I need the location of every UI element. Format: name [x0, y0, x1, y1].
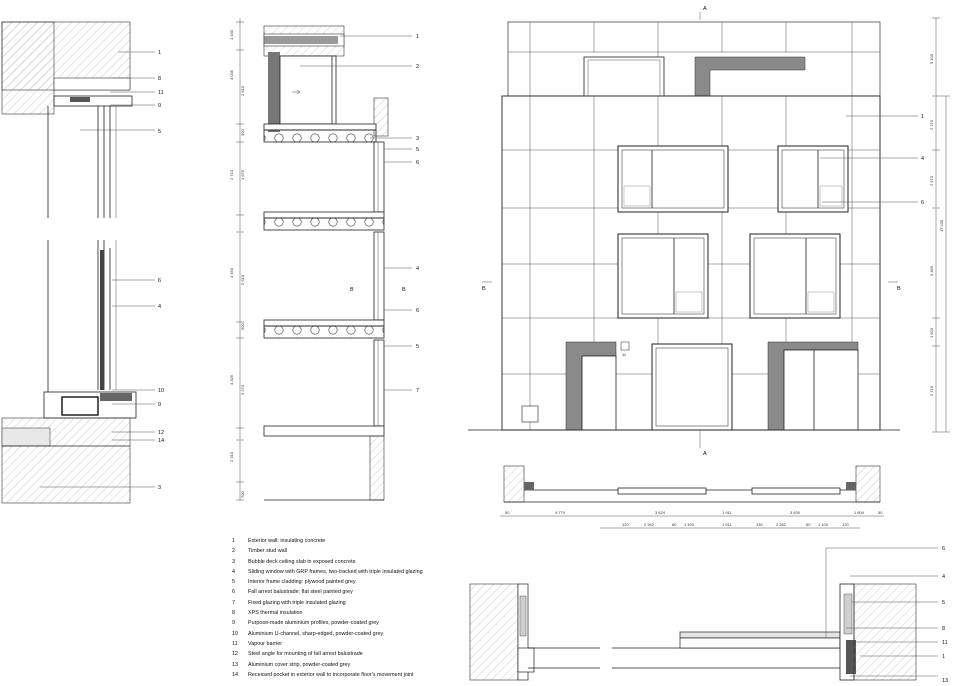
detail-left-label: 5 [158, 129, 162, 135]
section-mark-top: A [703, 6, 707, 12]
plan-dim-bottom: 1 911 [722, 522, 732, 527]
section-label: 4 [416, 266, 420, 272]
section-mark: B [350, 287, 354, 293]
legend-item [232, 670, 472, 680]
detail-left-label: 1 [158, 50, 162, 56]
plan-dim-bottom: 80 [672, 522, 677, 527]
plan-dim-bottom: 2 262 [644, 522, 655, 527]
plan-dim-bottom: 2 262 [776, 522, 787, 527]
legend-item [232, 639, 472, 649]
legend-item [232, 618, 472, 628]
legend-number: 7 [232, 599, 235, 606]
section-dim: 2 710 [229, 169, 234, 180]
detail-left-label: 3 [158, 485, 162, 491]
section-dim: 2 310 [229, 451, 234, 462]
elevation-dim: 17 230 [939, 219, 944, 232]
legend-number: 9 [232, 620, 235, 627]
plan-dim-bottom: 80 [806, 522, 811, 527]
legend-text: XPS thermal insulation [248, 610, 303, 617]
legend-text: Recessed pocket in exterior wall to incorporate floor's movement joint [248, 671, 414, 678]
legend-text: Bubble deck ceiling slab in exposed concrete [248, 558, 356, 565]
legend-text: Fall arrest balustrade: flat steel painted grey [248, 589, 353, 596]
section-dim: 4 035 [229, 69, 234, 80]
legend-number: 13 [232, 661, 238, 668]
section-dim: 1 340 [229, 29, 234, 40]
section-mark-left: B [482, 286, 486, 292]
legend-item [232, 567, 472, 577]
detail-left [2, 22, 164, 503]
legend-number: 11 [232, 640, 238, 647]
plan-detail-label: 1 [942, 654, 946, 660]
section-label: 5 [416, 147, 420, 153]
section-middle [229, 18, 419, 500]
section-dim: 3 270 [240, 384, 245, 395]
section-dim: 300 [240, 129, 245, 136]
elevation [468, 6, 950, 457]
plan-dim-bottom: 130 [756, 522, 763, 527]
plan-dim-top: 3 630 [790, 510, 801, 515]
detail-left-label: 9 [158, 103, 162, 109]
legend-text: Steel angle for mounting of fall arrest balustrade [248, 651, 363, 658]
plan-dim-bottom: 1 100 [818, 522, 829, 527]
legend-text: Sliding window with GRP frames, two-tracked with triple insulated glazing [248, 568, 423, 575]
legend-item [232, 587, 472, 597]
legend-number: 3 [232, 558, 235, 565]
elevation-tag: 11 [622, 352, 627, 357]
detail-left-label: 10 [158, 388, 165, 394]
legend-text: Timber stud wall [248, 548, 288, 555]
legend-item [232, 608, 472, 618]
elevation-dim: 2 270 [929, 119, 934, 130]
elevation-label: 1 [921, 114, 925, 120]
legend-item [232, 577, 472, 587]
elevation-dim: 5 100 [929, 53, 934, 64]
legend-text: Vapour barrier [248, 640, 283, 647]
detail-left-label: 6 [158, 278, 162, 284]
section-dim: 4 325 [229, 374, 234, 385]
legend-number: 8 [232, 610, 235, 617]
plan-dim-top: 50 [878, 510, 883, 515]
section-label: 1 [416, 34, 420, 40]
elevation-label: 4 [921, 156, 925, 162]
elevation-label: 6 [921, 200, 925, 206]
section-mark-right: B [897, 286, 901, 292]
detail-left-label: 8 [158, 76, 162, 82]
section-label: 6 [416, 160, 420, 166]
plan-detail-label: 13 [942, 678, 949, 684]
legend-number: 6 [232, 589, 235, 596]
elevation-dim: 1 820 [929, 327, 934, 338]
elevation-dim: 2 710 [929, 385, 934, 396]
legend-number: 4 [232, 568, 235, 575]
section-label: 3 [416, 136, 420, 142]
section-dim: 2 610 [240, 274, 245, 285]
detail-left-label: 14 [158, 438, 165, 444]
legend-item [232, 649, 472, 659]
section-label: 7 [416, 388, 420, 394]
elevation-dim: 2 670 [929, 175, 934, 186]
section-dim: 1 975 [240, 169, 245, 180]
legend-text: Fixed glazing with triple insulated glazing [248, 599, 346, 606]
detail-left-label: 12 [158, 430, 165, 436]
legend-item [232, 536, 472, 546]
section-dim: 900 [240, 323, 245, 330]
legend-number: 14 [232, 671, 238, 678]
legend-text: Aluminium U-channel, sharp-edged, powder-coated grey [248, 630, 384, 637]
plan-dim-top: 50 [505, 510, 510, 515]
legend-number: 12 [232, 651, 238, 658]
plan-detail-label: 5 [942, 600, 946, 606]
section-mark-bottom: A [703, 451, 707, 457]
legend-item [232, 660, 472, 670]
detail-left-label: 11 [158, 90, 164, 96]
plan-dim-bottom: 1 100 [684, 522, 695, 527]
plan-dim-top: 4 770 [555, 510, 566, 515]
plan-dim-bottom: 120 [842, 522, 849, 527]
legend-text: Purpose-made aluminium profiles, powder-coated grey [248, 620, 379, 627]
legend-item [232, 546, 472, 556]
plan-detail-label: 8 [942, 626, 946, 632]
legend-number: 1 [232, 538, 235, 544]
legend-item [232, 557, 472, 567]
section-mark: B [402, 287, 406, 293]
plan-detail-label: 6 [942, 546, 946, 552]
legend-text: Aluminium cover strip, powder-coated grey [248, 661, 351, 668]
section-dim: 700 [240, 491, 245, 498]
section-label: 5 [416, 344, 420, 350]
legend-number: 5 [232, 579, 235, 586]
section-label: 6 [416, 308, 420, 314]
plan-detail [470, 546, 948, 684]
detail-left-label: 4 [158, 304, 162, 310]
plan-dim-top: 3 624 [655, 510, 666, 515]
section-dim: 2 610 [240, 85, 245, 96]
plan-detail-label: 11 [942, 640, 948, 646]
legend-item [232, 598, 472, 608]
plan-strip [500, 466, 884, 528]
legend-item [232, 629, 472, 639]
detail-left-label: 9 [158, 402, 162, 408]
section-dim: 4 450 [229, 267, 234, 278]
section-label: 2 [416, 64, 420, 70]
legend-text: Interior frame cladding: plywood painted grey [248, 579, 356, 586]
plan-dim-bottom: 120 [622, 522, 629, 527]
legend-number: 2 [232, 548, 235, 555]
plan-dim-top: 1 911 [722, 510, 732, 515]
plan-dim-top: 1 604 [854, 510, 865, 515]
legend [232, 536, 472, 680]
legend-number: 10 [232, 630, 238, 637]
elevation-dim: 3 465 [929, 265, 934, 276]
plan-detail-label: 4 [942, 574, 946, 580]
legend-text: Exterior wall: insulating concrete [248, 538, 326, 544]
